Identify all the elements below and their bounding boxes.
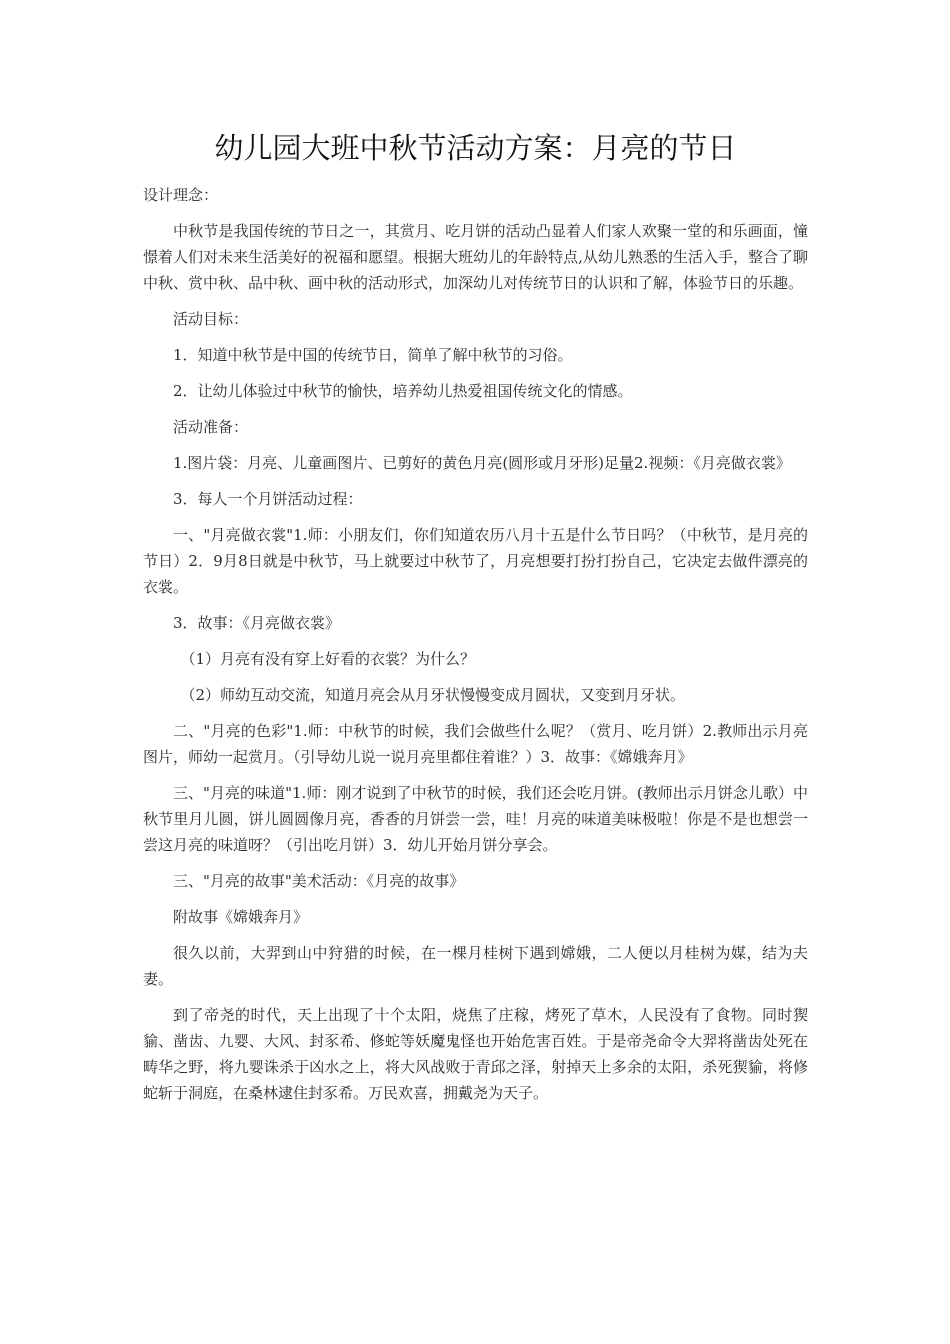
process-question-1: （1）月亮有没有穿上好看的衣裳？为什么？ (180, 650, 476, 668)
document-body (143, 128, 808, 1116)
story-paragraph-1: 很久以前，大羿到山中狩猎的时候，在一棵月桂树下遇到嫦娥，二人便以月桂树为媒，结为夫妻。 (143, 944, 808, 988)
section-heading-goals: 活动目标： (173, 310, 249, 328)
section-heading-design-concept: 设计理念： (143, 186, 219, 204)
preparation-item-3: 3．每人一个月饼活动过程： (173, 490, 363, 508)
goal-item-2: 2．让幼儿体验过中秋节的愉快，培养幼儿热爱祖国传统文化的情感。 (173, 382, 633, 400)
story-paragraph-2: 到了帝尧的时代，天上出现了十个太阳，烧焦了庄稼，烤死了草木，人民没有了食物。同时猰貐、凿齿、九婴、大风、封豕希、修蛇等妖魔鬼怪也开始危害百姓。于是帝尧命令大羿将凿齿处死在畴华之野，将九婴诛杀于凶水之上，将大风战败于青邱之泽，射掉天上多余的太阳，杀死猰貐，将修蛇斩于洞庭，在桑林逮住封豕希。万民欢喜，拥戴尧为天子。 (143, 1006, 808, 1102)
process-part-3: 三、"月亮的味道"1.师：刚才说到了中秋节的时候，我们还会吃月饼。(教师出示月饼念儿歌）中秋节里月儿圆，饼儿圆圆像月亮，香香的月饼尝一尝，哇！月亮的味道美味极啦！你是不是也想尝一尝这月亮的味道呀？（引出吃月饼）3．幼儿开始月饼分享会。 (143, 784, 808, 854)
process-part-2: 二、"月亮的色彩"1.师：中秋节的时候，我们会做些什么呢？（赏月、吃月饼）2.教师出示月亮图片，师幼一起赏月。（引导幼儿说一说月亮里都住着谁？）3．故事：《嫦娥奔月》 (143, 722, 808, 766)
section-heading-preparation: 活动准备： (173, 418, 249, 436)
goal-item-1: 1．知道中秋节是中国的传统节日，简单了解中秋节的习俗。 (173, 346, 573, 364)
process-part-4: 三、"月亮的故事"美术活动：《月亮的故事》 (173, 872, 465, 890)
process-question-2: （2）师幼互动交流，知道月亮会从月牙状慢慢变成月圆状，又变到月牙状。 (180, 686, 686, 704)
appendix-heading: 附故事《嫦娥奔月》 (173, 908, 309, 926)
preparation-item-1: 1.图片袋：月亮、儿童画图片、已剪好的黄色月亮(圆形或月牙形)足量2.视频：《月亮做衣裳》 (173, 454, 791, 472)
paragraph-design-concept: 中秋节是我国传统的节日之一，其赏月、吃月饼的活动凸显着人们家人欢聚一堂的和乐画面，憧憬着人们对未来生活美好的祝福和愿望。根据大班幼儿的年龄特点,从幼儿熟悉的生活入手，整合了聊中秋、赏中秋、品中秋、画中秋的活动形式，加深幼儿对传统节日的认识和了解，体验节日的乐趣。 (143, 222, 808, 292)
document-title: 幼儿园大班中秋节活动方案：月亮的节日 (214, 131, 737, 165)
process-story-heading: 3．故事：《月亮做衣裳》 (173, 614, 341, 632)
process-part-1: 一、"月亮做衣裳"1.师：小朋友们，你们知道农历八月十五是什么节日吗？（中秋节，是月亮的节日）2．9月8日就是中秋节，马上就要过中秋节了，月亮想要打扮打扮自己，它决定去做件漂亮的衣裳。 (143, 526, 808, 596)
